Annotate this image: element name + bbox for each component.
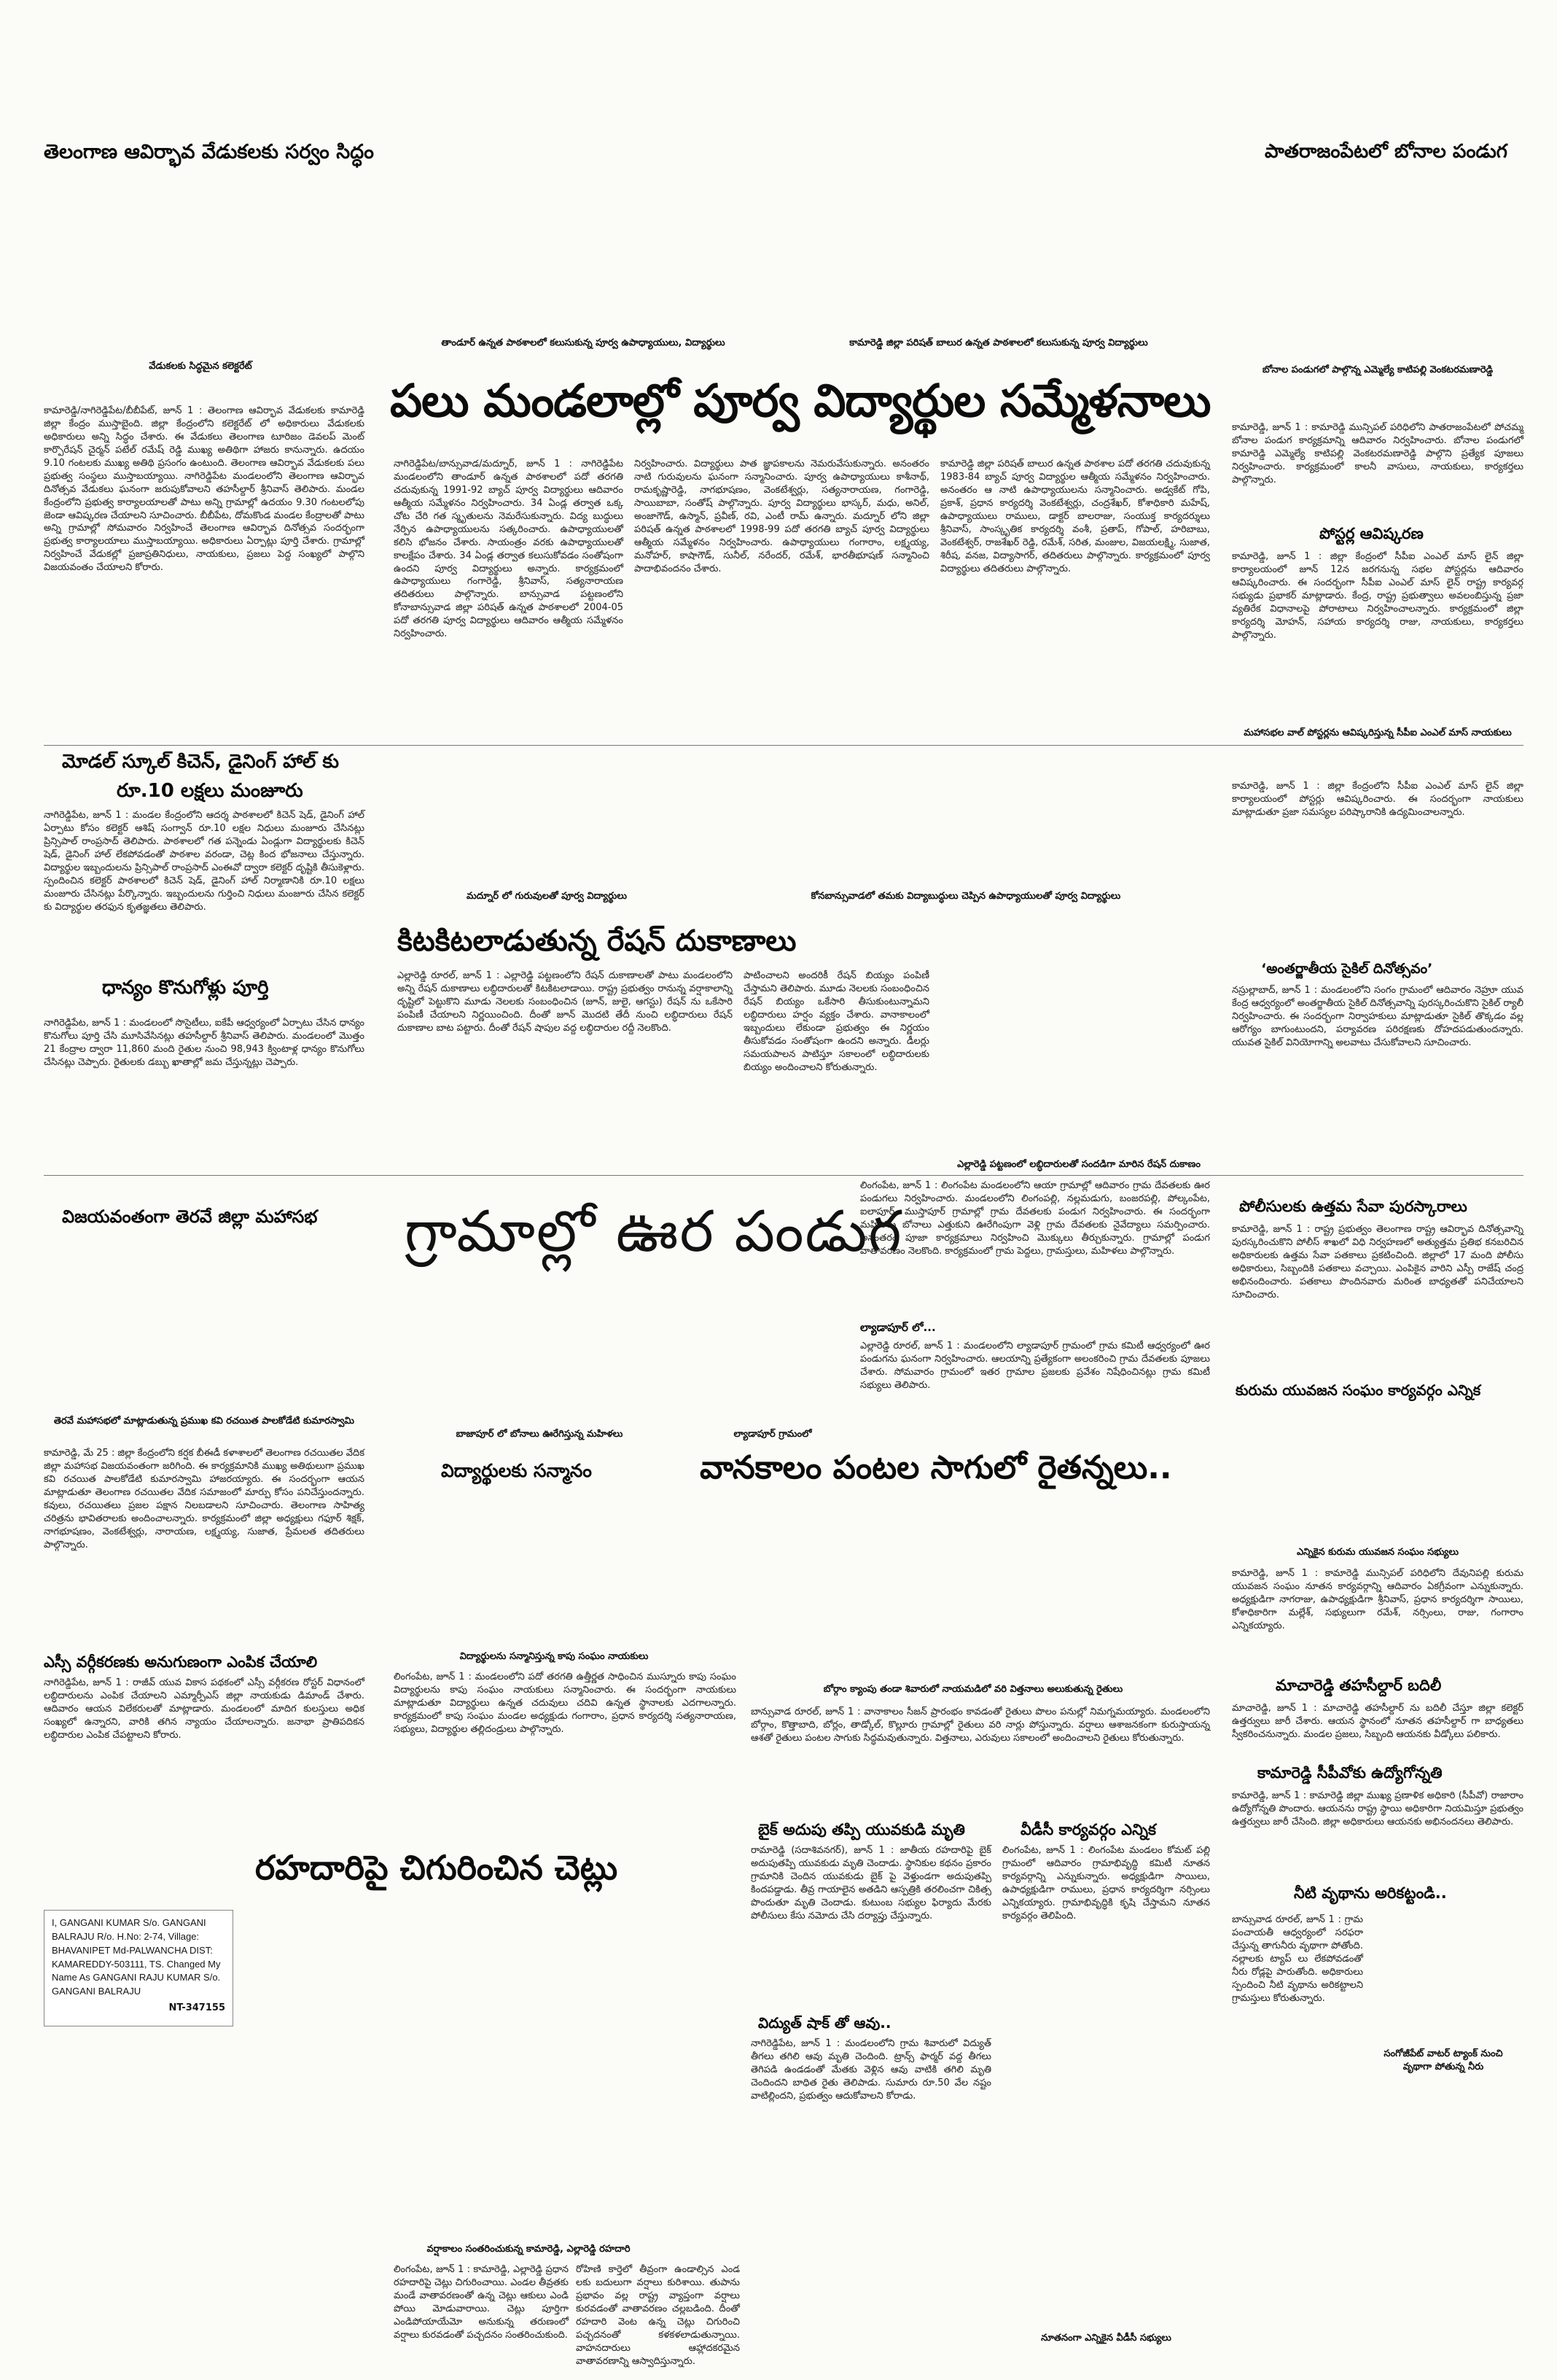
name-change-notice [44,1910,233,2026]
headline-cpo-promotion: కామారెడ్డి సీపీవోకు ఉద్యోగోన్నతి [1257,1764,1443,1782]
photo-caption-terave: తెరవే మహాసభలో మాట్లాడుతున్న ప్రముఖ కవి రచయిత పాలకోడేటి కుమారస్వామి [53,1416,355,1427]
article-ration-shops-1: ఎల్లారెడ్డి రూరల్, జూన్ 1 : ఎల్లారెడ్డి పట్టణంలోని రేషన్ దుకాణాలతో పాటు మండలంలోని అన్ని రేషన్ దుకాణాలు లబ్ధిదారులతో కిటకిటలాడాయి. రాష్ట్ర ప్రభుత్వం రానున్న వర్షాకాలాన్ని దృష్టిలో పెట్టుకొని మూడు నెలలకు సంబంధించిన (జూన్, జులై, ఆగస్టు) రేషన్ ను ఒకేసారి పంపిణీ చేయాలని నిర్ణయించింది. దీంతో జూన్ మొదటి తేదీ నుంచి లబ్ధిదారులు రేషన్ దుకాణాల బాట పట్టారు. దీంతో రేషన్ షాపుల వద్ద లబ్ధిదారుల రద్దీ నెలకొంది. [397,970,736,1034]
article-police-awards: కామారెడ్డి, జూన్ 1 : రాష్ట్ర ప్రభుత్వం తెలంగాణ రాష్ట్ర ఆవిర్భావ దినోత్సవాన్ని పురస్కరించుకొని పోలీస్ శాఖలో విధి నిర్వహణలో అత్యుత్తమ ప్రతిభ కనబరిచిన అధికారులకు ఉత్తమ సేవా పతకాలు ప్రకటించింది. జిల్లాలో 17 మంది పోలీసు అధికారులు, సిబ్బందికి పతకాలు వచ్చాయి. ఎంపికైన వారిని ఎస్పీ రాజేష్ చంద్ర అభినందించారు. పతకాలు పొందినవారు మరింత బాధ్యతతో పనిచేయాలని సూచించారు. [1232,1224,1527,1300]
main-headline-alumni: పలు మండలాల్లో పూర్వ విద్యార్థుల సమ్మేళనాలు [390,374,1211,427]
notice-text: I, GANGANI KUMAR S/o. GANGANI BALRAJU R/o. H.No: 2-74, Village: BHAVANIPET Md-PALWANCHA DIST: KAMAREDDY-503111, TS. Changed My Name As GANGANI RAJU KUMAR S/o. GANGANI BALRAJU [52,1917,221,1997]
article-alumni-col2: నిర్వహించారు. విద్యార్థులు పాత జ్ఞాపకాలను నెమరువేసుకున్నారు. అనంతరం నాటి గురువులను ఘనంగా సన్మానించారు. పూర్వ ఉపాధ్యాయులు కాశీనాథ్, రామకృష్ణారెడ్డి, నాగభూషణం, వెంకటేశ్వర్లు, సత్యనారాయణ, గంగారెడ్డి, సాయిబాబా, సంతోష్ పాల్గొన్నారు. పూర్వ విద్యార్థులు భాస్కర్, మధు, అనిల్, అంజాగౌడ్, ఉస్మాన్, ప్రవీణ్, రవి, ఎంటీ రామ్ ఉన్నారు. మద్నూర్ లోని జిల్లా పరిషత్ ఉన్నత పాఠశాలలో 1998-99 పదో తరగతి బ్యాచ్ పూర్వ విద్యార్థులు ఆత్మీయ సమ్మేళనం నిర్వహించారు. ఉపాధ్యాయులు గంగారాం, లక్ష్మయ్య, మనోహర్, కాషాగౌడ్, సునీల్, నరేందర్, రమేశ్, భారతీభూషణ్ సన్మానించి పాదాభివందనం చేశారు. [634,459,933,574]
photo-caption-madnoor: మద్నూర్ లో గురువులతో పూర్వ విద్యార్థులు [466,891,628,902]
headline-terave-conference: విజయవంతంగా తెరవే జిల్లా మహాసభ [62,1206,318,1227]
photo-caption-tandur: తాండూర్ ఉన్నత పాఠశాలలో కలుసుకున్న పూర్వ ఉపాధ్యాయులు, విద్యార్థులు [441,338,725,348]
article-cycle-day: నస్రుల్లాబాద్, జూన్ 1 : మండలంలోని సంగం గ్రామంలో ఆదివారం నెహ్రూ యువ కేంద్ర ఆధ్వర్యంలో అంతర్జాతీయ సైకిల్ దినోత్సవాన్ని పురస్కరించుకొని సైకిల్ ర్యాలీ నిర్వహించారు. ఈ సందర్భంగా నిర్వాహకులు మాట్లాడుతూ సైకిల్ తొక్కడం వల్ల ఆరోగ్యం బాగుంటుందని, పర్యావరణ పరిరక్షణకు దోహదపడుతుందన్నారు. యువత సైకిల్ వినియోగాన్ని అలవాటు చేసుకోవాలని సూచించారు. [1232,985,1527,1048]
article-ura-panduga: లింగంపేట, జూన్ 1 : లింగంపేట మండలంలోని ఆయా గ్రామాల్లో ఆదివారం గ్రామ దేవతలకు ఊర పండుగలు నిర్వహించారు. మండలంలోని లింగంపల్లి, నల్లమడుగు, బంజరపల్లి, పోల్కంపేట, ఐలాపూర్, ముస్తాపూర్ గ్రామాల్లో గ్రామ దేవతలకు పండుగ నిర్వహించారు. ఈ సందర్భంగా మహిళలు బోనాలు ఎత్తుకుని ఊరేగింపుగా వెళ్లి గ్రామ దేవతలకు నైవేద్యాలు సమర్పించారు. అనంతరం పూజా కార్యక్రమాలు నిర్వహించి మొక్కులు తీర్చుకున్నారు. గ్రామాల్లో పండుగ వాతావరణం నెలకొంది. కార్యక్రమంలో గ్రామ పెద్దలు, గ్రామస్తులు, మహిళలు పాల్గొన్నారు. [860,1180,1214,1257]
photo-caption-ration-yellareddy: ఎల్లారెడ్డి పట్టణంలో లబ్ధిదారులతో సందడిగా మారిన రేషన్ దుకాణం [957,1159,1201,1170]
headline-kuruma-elections: కురుమ యువజన సంఘం కార్యవర్గం ఎన్నిక [1236,1381,1481,1399]
article-cpo-promotion: కామారెడ్డి, జూన్ 1 : కామారెడ్డి జిల్లా ముఖ్య ప్రణాళిక అధికారి (సీపీవో) రాజారాం ఉద్యోగోన్నతి పొందారు. ఆయనను రాష్ట్ర స్థాయి అధికారిగా నియమిస్తూ ప్రభుత్వం ఉత్తర్వులు జారీ చేసింది. జిల్లా అధికారులు ఆయనకు అభినందనలు తెలిపారు. [1232,1790,1527,1827]
headline-model-school-2: రూ.10 లక్షలు మంజూరు [117,780,303,802]
article-alumni-col3: కామారెడ్డి జిల్లా పరిషత్ బాలుర ఉన్నత పాఠశాల పదో తరగతి చదువుకున్న 1983-84 బ్యాచ్ పూర్వ విద్యార్థుల ఆత్మీయ సమ్మేళనం నిర్వహించారు. అనంతరం ఆ నాటి ఉపాధ్యాయులను సన్మానించారు. అడ్వకేట్ గోపి, ప్రకాశ్, ప్రధాన కార్యదర్శి వెంకటేశ్వర్లు, చంద్రశేఖర్, కోశాధికారి మహేష్, ఉపాధ్యాయులు రాములు, డాక్టర్ బాలరాజు, సంయుక్త కార్యదర్శులు శ్రీనివాస్, సాంస్కృతిక కార్యదర్శి వంశీ, ప్రతాప్, గోపాల్, హరిబాబు, వెంకటేశ్వర్, రాజశేఖర్ రెడ్డి, రమేశ్, సరిత, మంజుల, విజయలక్ష్మి, సుజాత, శిరీష, వనజ, విద్యాసాగర్, తదితరులు పాల్గొన్నారు. కార్యక్రమంలో పూర్వ విద్యార్థులు తదితరులు పాల్గొన్నారు. [940,459,1214,574]
article-borgam-farmers: బాన్సువాడ రూరల్, జూన్ 1 : వానాకాలం సీజన్ ప్రారంభం కావడంతో రైతులు పొలం పనుల్లో నిమగ్నమయ్యారు. మండలంలోని బోర్గాం, కొత్తాబాది, బోర్లం, తాడ్కోల్, కొల్లూరు గ్రామాల్లో రైతులు వరి నార్లు పోస్తున్నారు. వర్షాలు ఆశాజనకంగా కురుస్తాయన్న ఆశతో రైతులు పంటల సాగుకు సిద్ధమవుతున్నారు. విత్తనాలు, ఎరువులు సకాలంలో అందించాలని రైతులు కోరుతున్నారు. [751,1706,1214,1744]
top-right-title: పాతరాజంపేటలో బోనాల పండుగ [1265,141,1507,163]
headline-water-wastage: నీటి వృథాను అరికట్టండి.. [1294,1884,1447,1902]
headline-ration-shops: కిటకిటలాడుతున్న రేషన్ దుకాణాలు [397,924,797,958]
headline-vdc-elections: వీడీసీ కార్యవర్గం ఎన్నిక [1021,1821,1156,1838]
headline-sc-classification: ఎస్సీ వర్గీకరణకు అనుగుణంగా ఎంపిక చేయాలి [44,1653,318,1671]
subhead-poster-launch: పోస్టర్ల ఆవిష్కరణ [1319,525,1424,542]
headline-farmers-sowing: వానకాలం పంటల సాగులో రైతన్నలు.. [700,1449,1172,1486]
subhead-ladapur: ల్యాడాపూర్ లో... [860,1321,936,1334]
headline-cow-electrocuted: విద్యుత్ షాక్ తో ఆవు.. [758,2014,891,2032]
headline-roadside-trees: రహదారిపై చిగురించిన చెట్లు [255,1848,618,1887]
article-poster-launch: కామారెడ్డి, జూన్ 1 : జిల్లా కేంద్రంలో సీపీఐ ఎంఎల్ మాస్ లైన్ జిల్లా కార్యాలయంలో జూన్ 12న జరగనున్న సభల పోస్టర్లను ఆదివారం ఆవిష్కరించారు. ఈ సందర్భంగా సీపీఐ ఎంఎల్ మాస్ లైన్ రాష్ట్ర కార్యవర్గ సభ్యుడు ప్రభాకర్ మాట్లాడారు. కేంద్ర, రాష్ట్ర ప్రభుత్వాలు అవలంబిస్తున్న ప్రజా వ్యతిరేక విధానాలపై పోరాటాలు నిర్వహించాలన్నారు. కార్యక్రమంలో జిల్లా కార్యదర్శి మోహన్, సహాయ కార్యదర్శి రాజు, నాయకులు, కార్యకర్తలు పాల్గొన్నారు. [1232,551,1527,641]
article-terave-conference: కామారెడ్డి, మే 25 : జిల్లా కేంద్రంలోని కర్షక బీఈడీ కళాశాలలో తెలంగాణ రచయితల వేదిక జిల్లా మహాసభ విజయవంతంగా జరిగింది. ఈ కార్యక్రమానికి ముఖ్య అతిథులుగా ప్రముఖ కవి రచయిత పాలకోడేటి కుమారస్వామి హాజరయ్యారు. ఈ సందర్భంగా ఆయన మాట్లాడుతూ తెలంగాణ రచయితల వేదిక సమాజంలో మార్పు కోసం పనిచేస్తుందన్నారు. కవులు, రచయితలు ప్రజల పక్షాన నిలబడాలని సూచించారు. తెలంగాణ సాహిత్య చరిత్రను భావితరాలకు అందించాలన్నారు. కార్యక్రమంలో జిల్లా అధ్యక్షులు గఫూర్ శిక్షక్, నాగభూషణం, వెంకటేశ్వర్లు, నారాయణ, లక్ష్మయ్య, సుజాత, ప్రేమలత తదితరులు పాల్గొన్నారు. [44,1448,368,1550]
article-alumni-col1: నాగిరెడ్డిపేట/బాన్సువాడ/మద్నూర్, జూన్ 1 : నాగిరెడ్డిపేట మండలంలోని తాండూర్ ఉన్నత పాఠశాలలో పదో తరగతి చదువుకున్న 1991-92 బ్యాచ్ పూర్వ విద్యార్థులు ఆదివారం ఆత్మీయ సమ్మేళనం నిర్వహించారు. 34 ఏండ్ల తర్వాత ఒక్క చోట చేరి గత స్మృతులను నెమరేసుకున్నారు. విద్య బుద్ధులు నేర్పిన ఉపాధ్యాయులను సత్కరించారు. ఉపాధ్యాయులతో కలిసి భోజనం చేశారు. సాయంత్రం వరకు ఉపాధ్యాయులతో కాలక్షేపం చేశారు. 34 ఏండ్ల తర్వాత కలుసుకోవడం సంతోషంగా ఉందని పూర్వ విద్యార్థులు అన్నారు. కార్యక్రమంలో ఉపాధ్యాయులు గంగారెడ్డి, శ్రీనివాస్, సత్యనారాయణ తదితరులు పాల్గొన్నారు. బాన్సువాడ పట్టణంలోని కోనాబాన్సువాడ జిల్లా పరిషత్ ఉన్నత పాఠశాలలో 2004-05 పదో తరగతి పూర్వ విద్యార్థులు ఆదివారం ఆత్మీయ సమ్మేళనం నిర్వహించారు. [394,459,627,640]
article-tahsildar-transfer: మాచారెడ్డి, జూన్ 1 : మాచారెడ్డి తహసీల్దార్ ను బదిలీ చేస్తూ జిల్లా కలెక్టర్ ఉత్తర్వులు జారీ చేశారు. ఆయన స్థానంలో నూతన తహసీల్దార్ గా బాధ్యతలు స్వీకరించనున్నారు. మండల ప్రజలు, సిబ్బంది ఆయనకు వీడ్కోలు పలికారు. [1232,1703,1527,1740]
headline-paddy-procurement: ధాన్యం కొనుగోళ్లు పూర్తి [102,977,269,999]
photo-caption-water-tank: సంగోజీపేట్ వాటర్ ట్యాంక్ నుంచి వృథాగా పోతున్న నీరు [1384,2048,1503,2072]
article-cpi-posters: కామారెడ్డి, జూన్ 1 : జిల్లా కేంద్రంలోని సీపీఐ ఎంఎల్ మాస్ లైన్ జిల్లా కార్యాలయంలో పోస్టర్లు ఆవిష్కరించారు. ఈ సందర్భంగా నాయకులు మాట్లాడుతూ ప్రజా సమస్యల పరిష్కారానికి ఉద్యమించాలన్నారు. [1232,781,1527,818]
top-left-title: తెలంగాణ ఆవిర్భావ వేడుకలకు సర్వం సిద్ధం [44,141,374,163]
photo-caption-bonalu-mla: బోనాల పండుగలో పాల్గొన్న ఎమ్మెల్యే కాటిపల్లి వెంకటరమణారెడ్డి [1262,364,1494,375]
article-kapu-sangham: లింగంపేట, జూన్ 1 : మండలంలోని పదో తరగతి ఉత్తీర్ణత సాధించిన ముస్నూరు కాపు సంఘం విద్యార్థులను కాపు సంఘం నాయకులు సన్మానించారు. ఈ సందర్భంగా నాయకులు మాట్లాడుతూ విద్యార్థులు ఉన్నత చదువులు చదివి ఉన్నత స్థానాలకు ఎదగాలన్నారు. కార్యక్రమంలో కాపు సంఘం మండల అధ్యక్షుడు గంగారాం, ప్రధాన కార్యదర్శి సత్యనారాయణ, సభ్యులు, విద్యార్థుల తల్లిదండ్రులు పాల్గొన్నారు. [394,1671,740,1735]
article-roadside-trees-2: రోహిణి కార్తెలో తీవ్రంగా ఉండాల్సిన ఎండ లకు బదులుగా వర్షాలు కురిశాయి. తుపాను ప్రభావం వల్ల రాష్ట్ర వ్యాప్తంగా వర్షాలు కురవడంతో వాతావరణం చల్లబడింది. దీంతో రహదారి వెంట ఉన్న చెట్లు చిగురించి పచ్చదనంతో కళకళలాడుతున్నాయి. వాహనదారులు ఆహ్లాదకరమైన వాతావరణాన్ని ఆస్వాదిస్తున్నారు. [576,2264,744,2367]
photo-caption-kuruma: ఎన్నికైన కురుమ యువజన సంఘం సభ్యులు [1296,1547,1459,1558]
subhead-cycle-day: ‘అంతర్జాతీయ సైకిల్ దినోత్సవం’ [1261,961,1433,977]
photo-caption-kamareddy-school: కామారెడ్డి జిల్లా పరిషత్ బాలుర ఉన్నత పాఠశాలలో కలుసుకున్న పూర్వ విద్యార్థులు [849,338,1148,348]
notice-code: NT-347155 [168,2002,225,2014]
photo-caption-ladapur: ల్యాడాపూర్ గ్రామంలో [733,1429,812,1440]
article-model-school: నాగిరెడ్డిపేట, జూన్ 1 : మండల కేంద్రంలోని ఆదర్శ పాఠశాలలో కిచెన్ షెడ్, డైనింగ్ హాల్ ఏర్పాటు కోసం కలెక్టర్ ఆశిష్ సంగ్వాన్ రూ.10 లక్షల నిధులు మంజూరు చేసినట్లు ప్రిన్సిపాల్ రాంప్రసాద్ తెలిపారు. పాఠశాలలో గత పన్నెండు ఏండ్లుగా విద్యార్థులకు కిచెన్ షెడ్, డైనింగ్ హాల్ లేకపోవడంతో పాఠశాల వరండా, చెట్ల కింద భోజనాలు చేస్తున్నారు. విద్యార్థుల ఇబ్బందులను ప్రిన్సిపాల్ రాంప్రసాద్ ఎంఈవో ద్వారా కలెక్టర్ దృష్టికి తీసుకెళ్లారు. స్పందించిన కలెక్టర్ పాఠశాలలో కిచెన్ షెడ్, డైనింగ్ హాల్ నిర్మాణానికి రూ.10 లక్షలు మంజూరు చేసినట్లు పేర్కొన్నారు. ఇబ్బందులను గుర్తించి నిధులు మంజూరు చేసిన కలెక్టర్ కు విద్యార్థుల తరఫున కృతజ్ఞతలు తెలిపారు. [44,810,368,913]
article-cow-electrocuted: నాగిరెడ్డిపేట, జూన్ 1 : మండలంలోని గ్రామ శివారులో విద్యుత్ తీగలు తగిలి ఆవు మృతి చెందింది. ట్రాన్స్ ఫార్మర్ వద్ద తీగలు తెగిపడి ఉండడంతో మేతకు వెళ్లిన ఆవు వాటికి తగిలి మృతి చెందిందని బాధిత రైతు తెలిపాడు. సుమారు రూ.50 వేల నష్టం వాటిల్లిందని, ప్రభుత్వం ఆదుకోవాలని కోరాడు. [751,2038,995,2102]
photo-caption-kapu-sangham: విద్యార్థులను సన్మానిస్తున్న కాపు సంఘం నాయకులు [459,1651,649,1662]
article-water-wastage: బాన్సువాడ రూరల్, జూన్ 1 : గ్రామ పంచాయతీ ఆధ్వర్యంలో సరఫరా చేస్తున్న తాగునీరు వృథాగా పోతోంది. నల్లాలకు ట్యాప్ లు లేకపోవడంతో నీరు రోడ్లపై పారుతోంది. అధికారులు స్పందించి నీటి వృథాను అరికట్టాలని గ్రామస్తులు కోరుతున్నారు. [1232,1914,1367,2004]
article-paddy-procurement: నాగిరెడ్డిపేట, జూన్ 1 : మండలంలో సొసైటీలు, ఐకేపీ ఆధ్వర్యంలో ఏర్పాటు చేసిన ధాన్యం కొనుగోలు పూర్తి చేసి మూసివేసినట్లు తహసీల్దార్ శ్రీనివాస్ తెలిపారు. మండలంలో మొత్తం 21 కేంద్రాల ద్వారా 11,860 మంది రైతుల నుంచి 98,943 క్వింటాళ్ల ధాన్యం కొనుగోలు చేసినట్లు చెప్పారు. రైతులకు డబ్బు ఖాతాల్లో జమ చేస్తున్నట్లు చెప్పారు. [44,1018,368,1068]
article-ration-shops-2: పాటించాలని అందరికీ రేషన్ బియ్యం పంపిణీ చేస్తామని తెలిపారు. మూడు నెలలకు సంబంధించిన రేషన్ బియ్యం ఒకేసారి తీసుకుంటున్నామని లబ్ధిదారులు హర్షం వ్యక్తం చేశారు. వానాకాలంలో ఇబ్బందులు లేకుండా ప్రభుత్వం ఈ నిర్ణయం తీసుకోవడం సంతోషంగా ఉందని అన్నారు. డీలర్లు సమయపాలన పాటిస్తూ సకాలంలో లబ్ధిదారులకు బియ్యం అందించాలని కోరుతున్నారు. [744,970,933,1073]
photo-caption-collectorate: వేడుకలకు సిద్ధమైన కలెక్టరేట్ [149,361,252,372]
headline-tahsildar-transfer: మాచారెడ్డి తహసీల్దార్ బదిలీ [1276,1677,1442,1694]
article-sc-classification: నాగిరెడ్డిపేట, జూన్ 1 : రాజీవ్ యువ వికాస పథకంలో ఎస్సీ వర్గీకరణ రోస్టర్ విధానంలో లబ్ధిదారులను ఎంపిక చేయాలని ఎమ్మార్పీఎస్ జిల్లా నాయకుడు డిమాండ్ చేశారు. ఆదివారం ఆయన విలేకరులతో మాట్లాడారు. మండలంలో మాదిగ కులస్తులు అధిక సంఖ్యలో ఉన్నారని, వారికి తగిన న్యాయం చేయాలన్నారు. జనాభా ప్రాతిపదికన లబ్ధిదారుల ఎంపిక చేపట్టాలని కోరారు. [44,1677,368,1741]
photo-caption-bajapur-bonalu: బాజాపూర్ లో బోనాలు ఊరేగిస్తున్న మహిళలు [456,1429,623,1440]
photo-caption-cpi-posters: మహాసభల వాల్ పోస్టర్లను ఆవిష్కరిస్తున్న సీపీఐ ఎంఎల్ మాస్ నాయకులు [1244,727,1512,738]
article-formation-day-prep: కామారెడ్డి/నాగిరెడ్డిపేట/బీబీపేట్, జూన్ 1 : తెలంగాణ ఆవిర్భావ వేడుకలకు కామారెడ్డి జిల్లా కేంద్రం ముస్తాబైంది. జిల్లా కేంద్రంలోని కలెక్టరేట్ లో అధికారులు వేడుకలకు అధికారులు అన్ని సిద్ధం చేశారు. ఈ వేడుకలు తెలంగాణ టూరిజం డెవలప్ మెంట్ కార్పొరేషన్ చైర్మన్ పటేల్ రమేష్ రెడ్డి ముఖ్య అతిథిగా హాజరు కానున్నారు. ఉదయం 9.10 గంటలకు ముఖ్య అతిథి ప్రసంగం ఉంటుంది. తెలంగాణ ఆవిర్భావ వేడుకలకు పలు ప్రభుత్వ సంస్థలు ముస్తాబయ్యాయి. నాగిరెడ్డిపేట మండలంలోని తెలంగాణ ఆవిర్భావ దినోత్సవ వేడుకలు ఘనంగా జరుపుకోవాలని తహసీల్దార్ శ్రీనివాస్ తెలిపారు. మండల కేంద్రంలోని ప్రభుత్వ కార్యాలయాలతో పాటు అన్ని గ్రామాల్లో ఉదయం 9.30 గంటలలోపు జెండా ఆవిష్కరణ చేయాలని సూచించారు. బీబీపేట, దోమకొండ మండల కేంద్రాలతో పాటు అన్ని గ్రామాల్లో సోమవారం నిర్వహించే తెలంగాణ ఆవిర్భావ దినోత్సవ సందర్భంగా ప్రభుత్వ కార్యాలయాలు ముస్తాబయ్యాయి. అధికారులు ఏర్పాట్లు పూర్తి చేశారు. గ్రామాల్లో నిర్వహించే వేడుకల్లో ప్రజాప్రతినిధులు, నాయకులు, ప్రజలు పెద్ద సంఖ్యలో పాల్గొని విజయవంతం చేయాలని కోరారు. [44,405,368,574]
article-ladapur: ఎల్లారెడ్డి రూరల్, జూన్ 1 : మండలంలోని ల్యాడాపూర్ గ్రామంలో గ్రామ కమిటీ ఆధ్వర్యంలో ఊర పండుగను ఘనంగా నిర్వహించారు. ఆలయాన్ని ప్రత్యేకంగా అలంకరించి గ్రామ దేవతలకు పూజలు చేశారు. సోమవారం గ్రామంలో ఇతర గ్రామాల ప్రజలకు ప్రవేశం నిషేధించినట్లు గ్రామ కమిటీ సభ్యులు తెలిపారు. [860,1341,1214,1391]
headline-model-school: మోడల్ స్కూల్ కిచెన్, డైనింగ్ హాల్ కు [62,751,339,773]
feature-title-ura-panduga: గ్రామాల్లో ఊర పండుగ [405,1199,903,1265]
photo-caption-road: వర్షాకాలం సంతరించుకున్న కామారెడ్డి, ఎల్లారెడ్డి రహదారి [426,2244,631,2255]
article-bike-accident: రామారెడ్డి (సదాశివనగర్), జూన్ 1 : జాతీయ రహదారిపై బైక్ అదుపుతప్పి యువకుడు మృతి చెందాడు. స్థానికుల కథనం ప్రకారం గ్రామానికి చెందిన యువకుడు బైక్ పై వెళ్తుండగా అదుపుతప్పి కిందపడ్డాడు. తీవ్ర గాయాలైన అతడిని ఆస్పత్రికి తరలించగా చికిత్స పొందుతూ మృతి చెందాడు. కుటుంబ సభ్యుల ఫిర్యాదు మేరకు పోలీసులు కేసు నమోదు చేసి దర్యాప్తు చేస్తున్నారు. [751,1845,995,1921]
article-roadside-trees-1: లింగంపేట, జూన్ 1 : కామారెడ్డి, ఎల్లారెడ్డి ప్రధాన రహదారిపై చెట్లు చిగురించాయి. ఎండల తీవ్రతకు మండే వాతావరణంతో ఉన్న చెట్లు ఆకులు ఎండి పోయి మోడువారాయి. చెట్లు పూర్తిగా ఎండిపోయాయేమో అనుకున్న తరుణంలో వర్షాలు కురవడంతో పచ్చదనం సంతరించుకుంది. [394,2264,572,2341]
article-bonalu: కామారెడ్డి, జూన్ 1 : కామారెడ్డి మున్సిపల్ పరిధిలోని పాతరాజంపేటలో పోచమ్మ బోనాల పండుగ కార్యక్రమాన్ని ఆదివారం నిర్వహించారు. బోనాల పండుగలో కామారెడ్డి ఎమ్మెల్యే కాటిపల్లి వెంకటరమణారెడ్డి పాల్గొని ప్రత్యేక పూజలు నిర్వహించారు. కార్యక్రమంలో కాలనీ వాసులు, నాయకులు, కార్యకర్తలు పాల్గొన్నారు. [1232,422,1527,485]
headline-bike-accident: బైక్ అదుపు తప్పి యువకుడి మృతి [758,1821,965,1838]
article-vdc-elections: లింగంపేట, జూన్ 1 : లింగంపేట మండలం కోమట్ పల్లి గ్రామంలో ఆదివారం గ్రామాభివృద్ధి కమిటీ నూతన కార్యవర్గాన్ని ఎన్నుకున్నారు. అధ్యక్షుడిగా సాయిలు, ఉపాధ్యక్షుడిగా రాములు, ప్రధాన కార్యదర్శిగా నర్సింలు ఎన్నికయ్యారు. గ్రామాభివృద్ధికి కృషి చేస్తామని నూతన కార్యవర్గం తెలిపింది. [1002,1845,1214,1921]
article-kuruma-elections: కామారెడ్డి, జూన్ 1 : కామారెడ్డి మున్సిపల్ పరిధిలోని దేవునిపల్లి కురుమ యువజన సంఘం నూతన కార్యవర్గాన్ని ఆదివారం ఏకగ్రీవంగా ఎన్నుకున్నారు. అధ్యక్షుడిగా నాగరాజు, ఉపాధ్యక్షుడిగా శ్రీనివాస్, ప్రధాన కార్యదర్శిగా సాయిలు, కోశాధికారిగా మల్లేశ్, సభ్యులుగా రమేశ్, నర్సింలు, రాజు, గంగారాం ఎన్నికయ్యారు. [1232,1568,1527,1631]
photo-caption-konabansuwada: కోనబాన్సువాడలో తమకు విద్యాబుద్ధులు చెప్పిన ఉపాధ్యాయులతో పూర్వ విద్యార్థులు [811,891,1121,902]
headline-students-felicitation: విద్యార్థులకు సన్మానం [441,1460,592,1481]
photo-caption-vdc: నూతనంగా ఎన్నికైన వీడీసీ సభ్యులు [1041,2333,1171,2344]
photo-caption-borgam-farmers: బోర్గాం క్యాంపు తండా శివారులో నాయమడిలో వరి విత్తనాలు అలుకుతున్న రైతులు [823,1684,1123,1695]
headline-police-awards: పోలీసులకు ఉత్తమ సేవా పురస్కారాలు [1239,1198,1467,1215]
